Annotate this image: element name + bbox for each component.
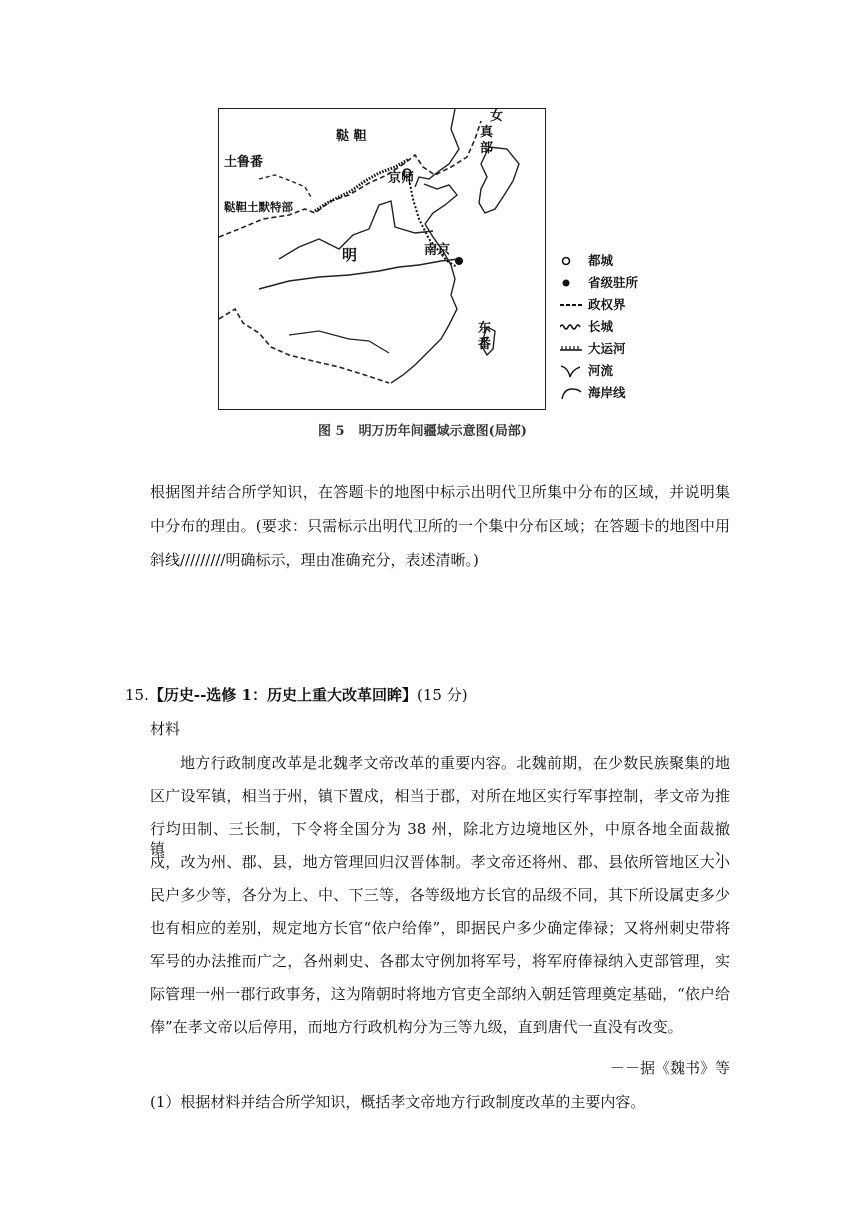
yangtze-river [259, 259, 459, 289]
paragraph-line: 际管理一州一郡行政事务，这为隋朝时将地方官吏全部纳入朝廷管理奠定基础，“依户给 [150, 985, 730, 1003]
coastline-icon [560, 386, 582, 400]
legend-item-capital [560, 252, 660, 270]
legend-label: 政权界 [588, 297, 626, 312]
shandong-coast [424, 184, 457, 224]
sub-question-1: (1）根据材料并结合所学知识，概括孝文帝地方行政制度改革的主要内容。 [150, 1093, 646, 1111]
capital-circle-icon [560, 254, 582, 268]
q15-number: 15. [125, 686, 149, 704]
river-line-icon [560, 364, 582, 378]
legend-label: 河流 [588, 363, 614, 378]
q15-heading [125, 685, 468, 705]
legend-item-boundary [560, 296, 660, 314]
map-label-jingshi: 京师 [388, 171, 415, 186]
map-label-nuzhen-3: 部 [480, 141, 494, 156]
map-figure [214, 102, 654, 452]
great-wall-line-icon [560, 320, 582, 334]
figure-title: 明万历年间疆域示意图(局部) [358, 424, 527, 439]
south-river [289, 331, 389, 353]
map-label-dongfan-2: 番 [478, 337, 492, 352]
map-label-nuzhen-1: 女 [490, 109, 504, 124]
legend-label: 长城 [588, 319, 614, 334]
legend-item-river [560, 362, 660, 380]
figure-number: 图 5 [318, 424, 345, 439]
korean-peninsula [479, 147, 519, 213]
paragraph-line: 军号的办法推而广之，各州刺史、各郡太守例加将军号，将军府俸禄纳入吏部管理，实 [150, 952, 730, 970]
map-label-tatar: 鞑 靼 [336, 129, 367, 144]
q14-prompt-line-2: 中分布的理由。(要求：只需标示出明代卫所的一个集中分布区域；在答题卡的地图中用 [150, 517, 730, 535]
paragraph-line: 地方行政制度改革是北魏孝文帝改革的重要内容。北魏前期，在少数民族聚集的地 [180, 754, 730, 772]
map-label-nanjing: 南京 [424, 243, 451, 258]
source-citation: －－据《魏书》等 [609, 1059, 730, 1077]
legend-label: 都城 [588, 253, 614, 268]
paragraph-line: 俸”在孝文帝以后停用，而地方行政机构分为三等九级，直到唐代一直没有改变。 [150, 1018, 683, 1036]
legend-label: 省级驻所 [588, 275, 639, 290]
paragraph-line: 戍，改为州、郡、县，地方管理回归汉晋体制。孝文帝还将州、郡、县依所管地区大小 [150, 853, 730, 871]
map-label-dongfan-1: 东 [478, 321, 492, 336]
legend-label: 大运河 [588, 341, 626, 356]
provincial-seat-dot-icon [560, 276, 582, 290]
figure-caption [318, 420, 527, 439]
turfan-boundary [259, 175, 311, 197]
grand-canal-line-icon [560, 342, 582, 356]
boundary-dashed-line-icon [560, 298, 582, 312]
q14-prompt-line-3: 斜线/////////明确标示，理由准确充分，表述清晰。) [150, 551, 479, 569]
q14-prompt-line-1: 根据图并结合所学知识，在答题卡的地图中标示出明代卫所集中分布的区域，并说明集 [150, 483, 730, 501]
map-frame [218, 108, 546, 410]
map-drawing [219, 109, 545, 409]
nanjing-marker [455, 257, 463, 265]
coastline-north [415, 109, 459, 187]
legend-item-great-wall [560, 318, 660, 336]
paragraph-line: 民户多少等，各分为上、中、下三等，各等级地方长官的品级不同，其下所设属吏多少 [150, 886, 730, 904]
map-label-ming: 明 [342, 246, 358, 264]
map-label-nuzhen-2: 真 [480, 125, 494, 140]
material-label: 材料 [150, 720, 181, 738]
legend-item-coastline [560, 384, 660, 402]
legend-item-provincial-seat [560, 274, 660, 292]
legend-label: 海岸线 [588, 385, 626, 400]
map-label-tumote: 鞑靼土默特部 [224, 200, 293, 214]
southwest-boundary [219, 309, 389, 383]
paragraph-line: 行均田制、三长制，下令将全国分为 38 州，除北方边境地区外，中原各地全面裁撤镇、 [150, 820, 730, 858]
map-label-turfan: 土鲁番 [224, 155, 264, 170]
paragraph-line: 也有相应的差别，规定地方长官“依户给俸”，即据民户多少确定俸禄；又将州刺史带将 [150, 919, 730, 937]
q15-title: 【历史--选修 1：历史上重大改革回眸】 [148, 686, 417, 704]
paragraph-line: 区广设军镇，相当于州，镇下置戍，相当于郡，对所在地区实行军事控制，孝文帝为推 [150, 787, 730, 805]
q15-score: (15 分) [416, 686, 468, 704]
legend-item-grand-canal [560, 340, 660, 358]
